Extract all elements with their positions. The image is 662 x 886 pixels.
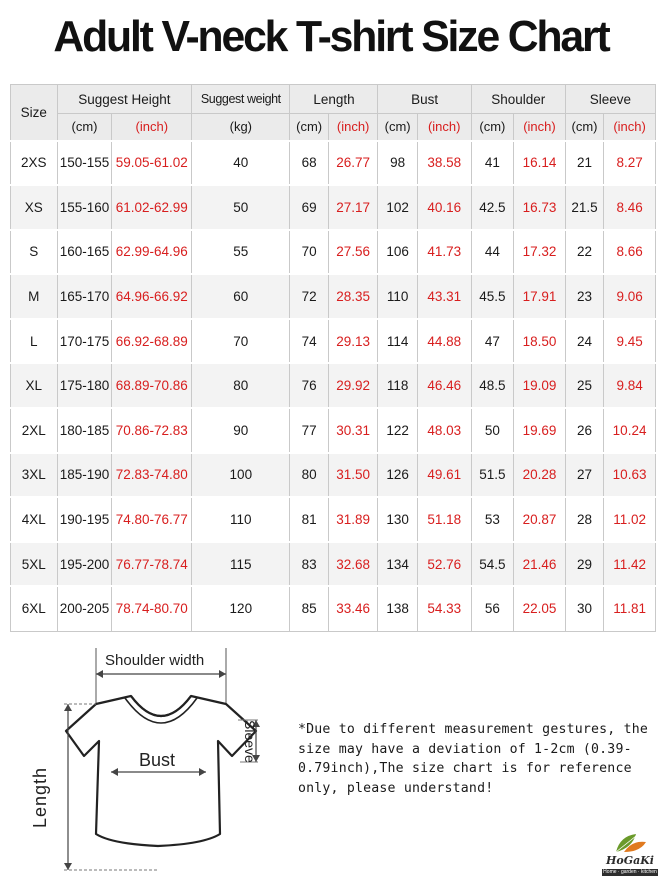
shoulder-cm-cell: 42.5 — [471, 185, 513, 230]
table-row — [11, 363, 656, 408]
length-cm-cell: 83 — [290, 542, 328, 587]
length-inch-cell: 27.56 — [328, 230, 378, 275]
bust-cm-cell: 98 — [378, 141, 417, 186]
bust-inch-cell: 44.88 — [417, 319, 471, 364]
size-cell: XL — [11, 363, 58, 408]
unit-inch: (inch) — [604, 114, 656, 141]
page-title: Adult V-neck T-shirt Size Chart — [53, 12, 609, 61]
size-cell: M — [11, 274, 58, 319]
shoulder-cm-cell: 53 — [471, 497, 513, 542]
sleeve-inch-cell: 8.46 — [604, 185, 656, 230]
length-cm-cell: 81 — [290, 497, 328, 542]
weight-kg-cell: 90 — [192, 408, 290, 453]
weight-kg-cell: 40 — [192, 141, 290, 186]
height-inch-cell: 68.89-70.86 — [112, 363, 192, 408]
leaf-icon — [602, 830, 658, 856]
weight-kg-cell: 115 — [192, 542, 290, 587]
bust-cm-cell: 138 — [378, 586, 417, 631]
shoulder-inch-cell: 16.14 — [514, 141, 566, 186]
size-cell: 3XL — [11, 453, 58, 498]
length-cm-cell: 77 — [290, 408, 328, 453]
shoulder-cm-cell: 50 — [471, 408, 513, 453]
tshirt-measurement-diagram — [0, 638, 300, 886]
sleeve-inch-cell: 8.66 — [604, 230, 656, 275]
header-sleeve: Sleeve — [565, 85, 655, 114]
height-inch-cell: 72.83-74.80 — [112, 453, 192, 498]
height-cm-cell: 180-185 — [57, 408, 112, 453]
shoulder-inch-cell: 22.05 — [514, 586, 566, 631]
bust-cm-cell: 122 — [378, 408, 417, 453]
unit-inch: (inch) — [328, 114, 378, 141]
length-inch-cell: 29.13 — [328, 319, 378, 364]
height-inch-cell: 78.74-80.70 — [112, 586, 192, 631]
bust-cm-cell: 110 — [378, 274, 417, 319]
bust-label: Bust — [139, 750, 176, 770]
unit-inch: (inch) — [112, 114, 192, 141]
shoulder-cm-cell: 56 — [471, 586, 513, 631]
length-inch-cell: 27.17 — [328, 185, 378, 230]
bust-cm-cell: 118 — [378, 363, 417, 408]
table-row — [11, 453, 656, 498]
brand-name: HoGaKi — [606, 854, 654, 867]
table-row — [11, 230, 656, 275]
sleeve-cm-cell: 24 — [565, 319, 603, 364]
height-inch-cell: 76.77-78.74 — [112, 542, 192, 587]
height-inch-cell: 64.96-66.92 — [112, 274, 192, 319]
length-inch-cell: 32.68 — [328, 542, 378, 587]
shoulder-inch-cell: 17.91 — [514, 274, 566, 319]
height-inch-cell: 62.99-64.96 — [112, 230, 192, 275]
length-inch-cell: 31.89 — [328, 497, 378, 542]
length-cm-cell: 70 — [290, 230, 328, 275]
header-weight: Suggest weight — [192, 85, 290, 114]
bust-inch-cell: 43.31 — [417, 274, 471, 319]
table-row — [11, 141, 656, 186]
table-row — [11, 542, 656, 587]
height-cm-cell: 150-155 — [57, 141, 112, 186]
sleeve-inch-cell: 9.45 — [604, 319, 656, 364]
unit-cm: (cm) — [57, 114, 112, 141]
bust-cm-cell: 130 — [378, 497, 417, 542]
unit-cm: (cm) — [471, 114, 513, 141]
height-cm-cell: 195-200 — [57, 542, 112, 587]
sleeve-cm-cell: 30 — [565, 586, 603, 631]
weight-kg-cell: 60 — [192, 274, 290, 319]
size-cell: 6XL — [11, 586, 58, 631]
height-cm-cell: 175-180 — [57, 363, 112, 408]
bust-cm-cell: 114 — [378, 319, 417, 364]
weight-kg-cell: 80 — [192, 363, 290, 408]
size-cell: S — [11, 230, 58, 275]
sleeve-inch-cell: 11.81 — [604, 586, 656, 631]
sleeve-cm-cell: 26 — [565, 408, 603, 453]
height-cm-cell: 200-205 — [57, 586, 112, 631]
height-cm-cell: 170-175 — [57, 319, 112, 364]
height-inch-cell: 66.92-68.89 — [112, 319, 192, 364]
shoulder-inch-cell: 17.32 — [514, 230, 566, 275]
height-inch-cell: 70.86-72.83 — [112, 408, 192, 453]
weight-kg-cell: 110 — [192, 497, 290, 542]
table-row — [11, 185, 656, 230]
weight-kg-cell: 50 — [192, 185, 290, 230]
length-cm-cell: 68 — [290, 141, 328, 186]
sleeve-cm-cell: 28 — [565, 497, 603, 542]
bust-cm-cell: 134 — [378, 542, 417, 587]
bust-cm-cell: 126 — [378, 453, 417, 498]
size-chart-table — [10, 84, 656, 632]
bust-cm-cell: 102 — [378, 185, 417, 230]
sleeve-label: Sleeve — [242, 720, 258, 763]
brand-logo — [602, 830, 658, 884]
height-cm-cell: 165-170 — [57, 274, 112, 319]
header-size: Size — [11, 85, 58, 141]
unit-cm: (cm) — [565, 114, 603, 141]
sleeve-cm-cell: 27 — [565, 453, 603, 498]
shoulder-inch-cell: 21.46 — [514, 542, 566, 587]
size-cell: L — [11, 319, 58, 364]
length-inch-cell: 28.35 — [328, 274, 378, 319]
sleeve-cm-cell: 22 — [565, 230, 603, 275]
sleeve-cm-cell: 25 — [565, 363, 603, 408]
sleeve-inch-cell: 10.63 — [604, 453, 656, 498]
header-height: Suggest Height — [57, 85, 192, 114]
weight-kg-cell: 120 — [192, 586, 290, 631]
shoulder-cm-cell: 44 — [471, 230, 513, 275]
header-length: Length — [290, 85, 378, 114]
brand-tagline: Home · garden · kitchen — [603, 869, 657, 875]
length-cm-cell: 72 — [290, 274, 328, 319]
bust-inch-cell: 38.58 — [417, 141, 471, 186]
bust-inch-cell: 49.61 — [417, 453, 471, 498]
height-cm-cell: 160-165 — [57, 230, 112, 275]
size-cell: 2XS — [11, 141, 58, 186]
shoulder-cm-cell: 47 — [471, 319, 513, 364]
sleeve-cm-cell: 29 — [565, 542, 603, 587]
unit-cm: (cm) — [290, 114, 328, 141]
size-cell: 5XL — [11, 542, 58, 587]
size-cell: 4XL — [11, 497, 58, 542]
measurement-disclaimer: *Due to different measurement gestures, the size may have a deviation of 1-2cm (0.39-0.79inch),The size chart is for reference only, please understand! — [298, 722, 649, 796]
length-cm-cell: 76 — [290, 363, 328, 408]
table-row — [11, 319, 656, 364]
sleeve-inch-cell: 9.06 — [604, 274, 656, 319]
sleeve-inch-cell: 9.84 — [604, 363, 656, 408]
height-inch-cell: 61.02-62.99 — [112, 185, 192, 230]
shoulder-cm-cell: 45.5 — [471, 274, 513, 319]
table-row — [11, 497, 656, 542]
shoulder-inch-cell: 19.09 — [514, 363, 566, 408]
length-label: Length — [30, 766, 50, 828]
height-cm-cell: 155-160 — [57, 185, 112, 230]
height-cm-cell: 190-195 — [57, 497, 112, 542]
shoulder-inch-cell: 20.87 — [514, 497, 566, 542]
sleeve-inch-cell: 10.24 — [604, 408, 656, 453]
size-cell: 2XL — [11, 408, 58, 453]
bust-inch-cell: 41.73 — [417, 230, 471, 275]
bust-cm-cell: 106 — [378, 230, 417, 275]
length-inch-cell: 26.77 — [328, 141, 378, 186]
sleeve-cm-cell: 23 — [565, 274, 603, 319]
weight-kg-cell: 100 — [192, 453, 290, 498]
sleeve-inch-cell: 11.42 — [604, 542, 656, 587]
bust-inch-cell: 54.33 — [417, 586, 471, 631]
size-cell: XS — [11, 185, 58, 230]
table-row — [11, 586, 656, 631]
length-cm-cell: 69 — [290, 185, 328, 230]
shoulder-cm-cell: 41 — [471, 141, 513, 186]
shoulder-inch-cell: 19.69 — [514, 408, 566, 453]
header-bust: Bust — [378, 85, 471, 114]
shoulder-inch-cell: 18.50 — [514, 319, 566, 364]
shoulder-inch-cell: 20.28 — [514, 453, 566, 498]
table-row — [11, 274, 656, 319]
length-inch-cell: 31.50 — [328, 453, 378, 498]
sleeve-inch-cell: 8.27 — [604, 141, 656, 186]
shoulder-cm-cell: 51.5 — [471, 453, 513, 498]
unit-kg: (kg) — [192, 114, 290, 141]
sleeve-cm-cell: 21.5 — [565, 185, 603, 230]
header-shoulder: Shoulder — [471, 85, 565, 114]
unit-inch: (inch) — [514, 114, 566, 141]
shoulder-inch-cell: 16.73 — [514, 185, 566, 230]
length-cm-cell: 80 — [290, 453, 328, 498]
shoulder-cm-cell: 54.5 — [471, 542, 513, 587]
shoulder-cm-cell: 48.5 — [471, 363, 513, 408]
bust-inch-cell: 40.16 — [417, 185, 471, 230]
bust-inch-cell: 48.03 — [417, 408, 471, 453]
weight-kg-cell: 70 — [192, 319, 290, 364]
shoulder-width-label: Shoulder width — [105, 652, 205, 669]
length-inch-cell: 29.92 — [328, 363, 378, 408]
length-inch-cell: 33.46 — [328, 586, 378, 631]
length-cm-cell: 74 — [290, 319, 328, 364]
length-inch-cell: 30.31 — [328, 408, 378, 453]
unit-cm: (cm) — [378, 114, 417, 141]
bust-inch-cell: 46.46 — [417, 363, 471, 408]
sleeve-cm-cell: 21 — [565, 141, 603, 186]
weight-kg-cell: 55 — [192, 230, 290, 275]
size-rows — [11, 141, 656, 632]
bust-inch-cell: 51.18 — [417, 497, 471, 542]
length-cm-cell: 85 — [290, 586, 328, 631]
unit-inch: (inch) — [417, 114, 471, 141]
height-cm-cell: 185-190 — [57, 453, 112, 498]
sleeve-inch-cell: 11.02 — [604, 497, 656, 542]
bust-inch-cell: 52.76 — [417, 542, 471, 587]
table-row — [11, 408, 656, 453]
height-inch-cell: 74.80-76.77 — [112, 497, 192, 542]
height-inch-cell: 59.05-61.02 — [112, 141, 192, 186]
